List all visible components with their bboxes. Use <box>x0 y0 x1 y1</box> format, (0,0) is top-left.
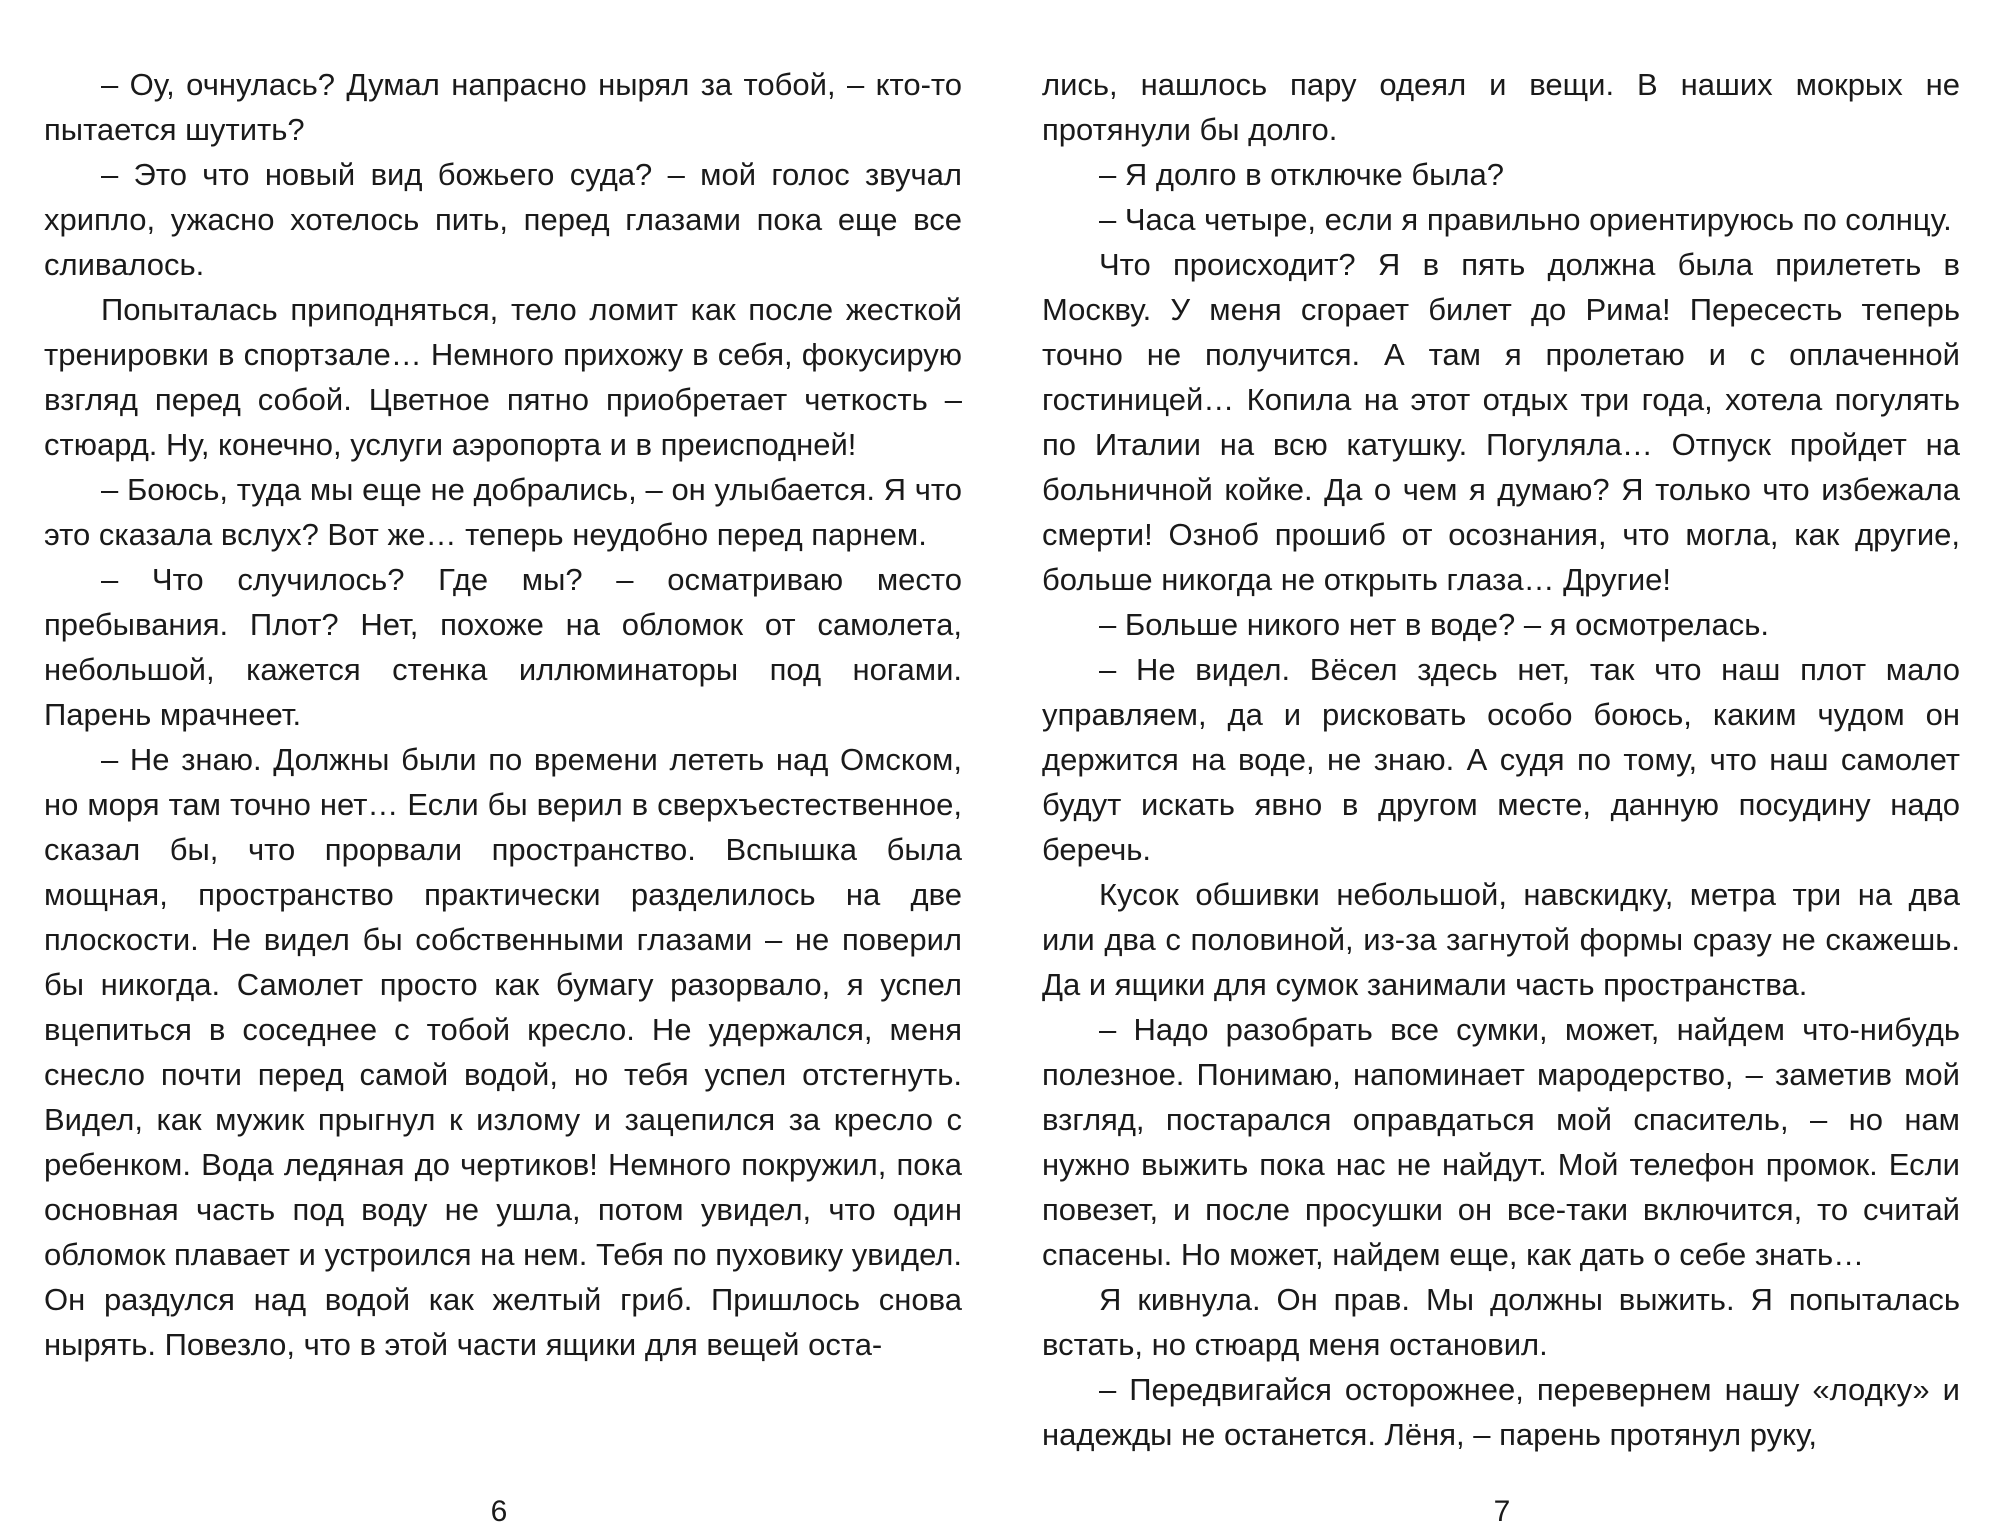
right-page-text <box>1042 62 1960 1452</box>
paragraph: Попыталась приподняться, тело ломит как после жесткой тренировки в спортзале… Немного прихожу в себя, фокусирую взгляд перед собой. Цветное пятно приобретает четкость – стюард. Ну, конечно, услуги аэропорта и в преисподней! <box>44 292 962 462</box>
paragraph: – Не видел. Вёсел здесь нет, так что наш плот мало управляем, да и рисковать особо боюсь, каким чудом он держится на воде, не знаю. А судя по тому, что наш самолет будут искать явно в другом месте, данную посудину надо беречь. <box>1042 652 1960 867</box>
paragraph: – Часа четыре, если я правильно ориентируюсь по солнцу. <box>1099 202 1952 237</box>
paragraph: – Я долго в отключке была? <box>1099 157 1504 192</box>
paragraph: – Надо разобрать все сумки, может, найдем что-нибудь полезное. Понимаю, напоминает мародерство, – заметив мой взгляд, постарался оправдаться мой спаситель, – но нам нужно выжить пока нас не найдут. Мой телефон промок. Если повезет, и после просушки он все-таки включится, то считай спасены. Но может, найдем еще, как дать о себе знать… <box>1042 1012 1960 1272</box>
page-number: 6 <box>490 1495 508 1528</box>
paragraph: Что происходит? Я в пять должна была прилететь в Москву. У меня сгорает билет до Рима! Пересесть теперь точно не получится. А там я пролетаю и с оплаченной гостиницей… Копила на этот отдых три года, хотела погулять по Италии на всю катушку. Погуляла… Отпуск пройдет на больничной койке. Да о чем я думаю? Я только что избежала смерти! Озноб прошиб от осознания, что могла, как другие, больше никогда не открыть глаза… Другие! <box>1042 247 1960 597</box>
right-page <box>1042 62 1960 1528</box>
page-number: 7 <box>1493 1495 1511 1528</box>
paragraph: – Боюсь, туда мы еще не добрались, – он улыбается. Я что это сказала вслух? Вот же… теперь неудобно перед парнем. <box>44 472 962 552</box>
paragraph: Я кивнула. Он прав. Мы должны выжить. Я попыталась встать, но стюард меня остановил. <box>1042 1282 1960 1362</box>
paragraph: – Не знаю. Должны были по времени лететь над Омском, но моря там точно нет… Если бы верил в сверхъестественное, сказал бы, что прорвали пространство. Вспышка была мощная, пространство практически разделилось на две плоскости. Не видел бы собственными глазами – не поверил бы никогда. Самолет просто как бумагу разорвало, я успел вцепиться в соседнее с тобой кресло. Не удержался, меня снесло почти перед самой водой, но тебя успел отстегнуть. Видел, как мужик прыгнул к излому и зацепился за кресло с ребенком. Вода ледяная до чертиков! Немного покружил, пока основная часть под воду не ушла, потом увидел, что один обломок плавает и устроился на нем. Тебя по пуховику увидел. Он раздулся над водой как желтый гриб. Пришлось снова нырять. Повезло, что в этой части ящики для вещей оста- <box>44 742 962 1362</box>
paragraph: – Что случилось? Где мы? – осматриваю место пребывания. Плот? Нет, похоже на обломок от самолета, небольшой, кажется стенка иллюминаторы под ногами. Парень мрачнеет. <box>44 562 962 732</box>
paragraph: Кусок обшивки небольшой, навскидку, метра три на два или два с половиной, из-за загнутой формы сразу не скажешь. Да и ящики для сумок занимали часть пространства. <box>1042 877 1960 1002</box>
paragraph: – Передвигайся осторожнее, перевернем нашу «лодку» и надежды не останется. Лёня, – парень протянул руку, <box>1042 1372 1960 1452</box>
paragraph: – Оу, очнулась? Думал напрасно нырял за тобой, – кто-то пытается шутить? <box>44 67 962 147</box>
left-page <box>44 62 962 1528</box>
paragraph: – Больше никого нет в воде? – я осмотрелась. <box>1099 607 1769 642</box>
left-page-text <box>44 62 962 1402</box>
paragraph: – Это что новый вид божьего суда? – мой голос звучал хрипло, ужасно хотелось пить, перед глазами пока еще все сливалось. <box>44 157 962 282</box>
paragraph-continuation: лись, нашлось пару одеял и вещи. В наших мокрых не протянули бы долго. <box>1042 67 1960 147</box>
